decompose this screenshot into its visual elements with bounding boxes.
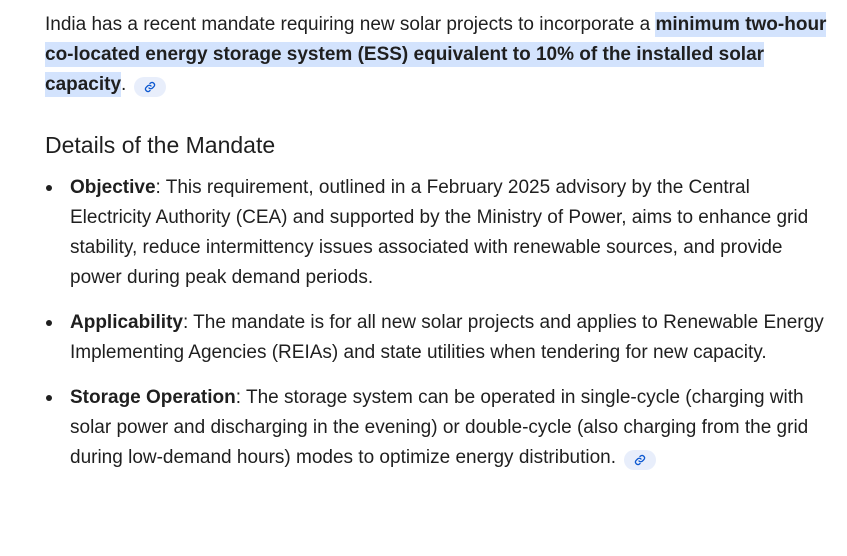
section-heading: Details of the Mandate bbox=[45, 132, 276, 158]
item-text: : This requirement, outlined in a February 2025 advisory by the Central Electricity Authority (CEA) and supported by the Ministry of Power, aims to enhance grid stability, reduce intermittency issues associated with renewable sources, and provide power during peak demand periods. bbox=[70, 177, 809, 288]
intro-paragraph bbox=[45, 10, 835, 100]
details-list bbox=[45, 173, 835, 488]
highlighted-statement: minimum two-hour co-located energy storage system (ESS) equivalent to 10% of the installed solar capacity bbox=[45, 14, 827, 95]
item-term: Objective bbox=[70, 177, 156, 198]
list-item-applicability bbox=[45, 308, 835, 368]
bullet-dot bbox=[46, 395, 52, 401]
source-link-chip[interactable] bbox=[624, 450, 656, 470]
item-term: Applicability bbox=[70, 312, 183, 333]
intro-tail-text: . bbox=[121, 74, 127, 95]
item-text: : The storage system can be operated in single-cycle (charging with solar power and discharging in the evening) or double-cycle (also charging from the grid during low-demand hours) modes to optimize energy distribution. bbox=[70, 387, 809, 468]
response-body bbox=[45, 10, 835, 468]
bullet-dot bbox=[46, 320, 52, 326]
list-item-storage-operation bbox=[45, 383, 835, 473]
source-link-chip[interactable] bbox=[134, 77, 166, 97]
item-term: Storage Operation bbox=[70, 387, 236, 408]
item-text: : The mandate is for all new solar projects and applies to Renewable Energy Implementing Agencies (REIAs) and state utilities when tendering for new capacity. bbox=[70, 312, 824, 363]
list-item-objective bbox=[45, 173, 835, 293]
bullet-dot bbox=[46, 185, 52, 191]
link-icon bbox=[634, 454, 646, 466]
link-icon bbox=[144, 81, 156, 93]
intro-lead-text: India has a recent mandate requiring new solar projects to incorporate a bbox=[45, 14, 656, 35]
